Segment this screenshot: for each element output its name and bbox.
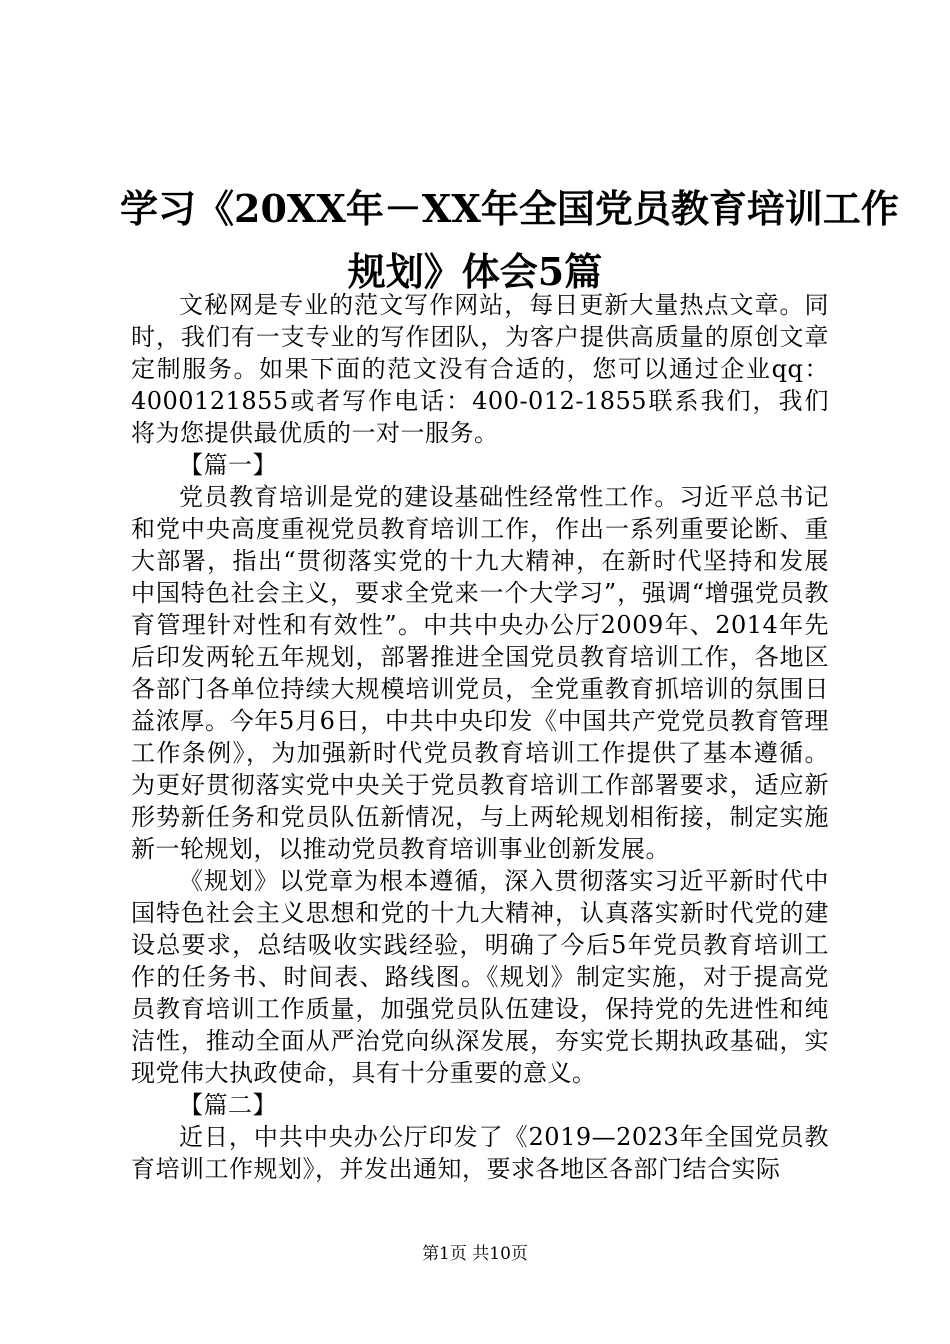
document-title-line-2: 规划》体会5篇 [347, 249, 603, 294]
document-body [131, 289, 829, 1185]
body-paragraph: 近日，中共中央办公厅印发了《2019—2023年全国党员教育培训工作规划》，并发出通知，要求各地区各部门结合实际 [131, 1123, 829, 1183]
body-paragraph: 《规划》以党章为根本遵循，深入贯彻落实习近平新时代中国特色社会主义思想和党的十九大精神，认真落实新时代党的建设总要求，总结吸收实践经验，明确了今后5年党员教育培训工作的任务书、时间表、路线图。《规划》制定实施，对于提高党员教育培训工作质量，加强党员队伍建设，保持党的先进性和纯洁性，推动全面从严治党向纵深发展，夯实党长期执政基础，实现党伟大执政使命，具有十分重要的意义。 [131, 867, 829, 1087]
section-heading-1: 【篇一】 [179, 451, 277, 479]
intro-paragraph: 文秘网是专业的范文写作网站，每日更新大量热点文章。同时，我们有一支专业的写作团队，为客户提供高质量的原创文章定制服务。如果下面的范文没有合适的，您可以通过企业qq：4000121855或者写作电话：400-012-1855联系我们，我们将为您提供最优质的一对一服务。 [131, 291, 829, 447]
page-number-footer: 第1页 共10页 [422, 1244, 528, 1264]
section-heading-2: 【篇二】 [179, 1091, 277, 1119]
body-paragraph: 党员教育培训是党的建设基础性经常性工作。习近平总书记和党中央高度重视党员教育培训工作，作出一系列重要论断、重大部署，指出“贯彻落实党的十九大精神，在新时代坚持和发展中国特色社会主义，要求全党来一个大学习”，强调“增强党员教育管理针对性和有效性”。中共中央办公厅2009年、2014年先后印发两轮五年规划，部署推进全国党员教育培训工作，各地区各部门各单位持续大规模培训党员，全党重教育抓培训的氛围日益浓厚。今年5月6日，中共中央印发《中国共产党党员教育管理工作条例》，为加强新时代党员教育培训工作提供了基本遵循。为更好贯彻落实党中央关于党员教育培训工作部署要求，适应新形势新任务和党员队伍新情况，与上两轮规划相衔接，制定实施新一轮规划，以推动党员教育培训事业创新发展。 [131, 483, 829, 863]
document-title-line-1: 学习《20XX年－XX年全国党员教育培训工作 [120, 186, 899, 231]
